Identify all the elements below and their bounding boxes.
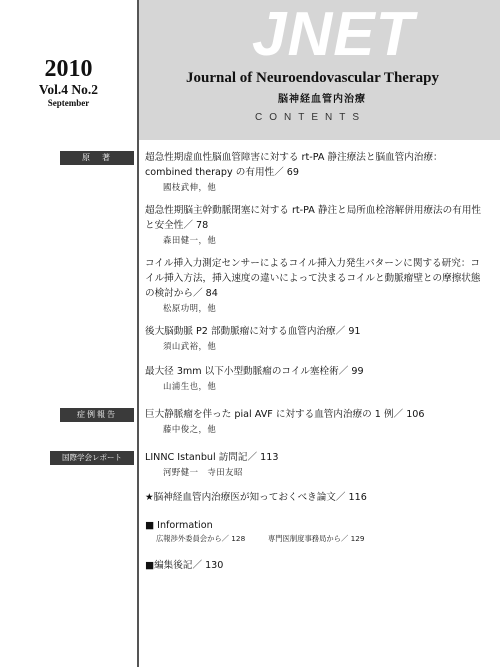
entry-author: 河野健一 寺田友昭 xyxy=(163,467,243,477)
toc-entry[interactable] xyxy=(145,150,485,193)
entry-title: 巨大静脈瘤を伴った pial AVF に対する血管内治療の 1 例／ 106 xyxy=(145,409,425,420)
section-label-intl-report: 国際学会レポート xyxy=(50,451,134,465)
issue-year: 2010 xyxy=(44,56,93,82)
information-heading: ■ Information xyxy=(145,520,213,531)
editorial-afterword[interactable]: ■編集後記／ 130 xyxy=(145,560,224,571)
issue-month: September xyxy=(47,98,90,108)
toc-entry[interactable] xyxy=(145,203,485,246)
toc-entry[interactable] xyxy=(145,364,485,392)
volume-number: Vol.4 No.2 xyxy=(38,82,99,97)
journal-title-jp: 脳神経血管内治療 xyxy=(278,94,366,105)
entry-title: LINNC Istanbul 訪問記／ 113 xyxy=(145,452,279,463)
information-item[interactable]: 広報渉外委員会から／ 128 xyxy=(156,534,246,543)
entry-title: コイル挿入力測定センサーによるコイル挿入力発生パターンに関する研究：コイル挿入方法，挿入速度の違いによって決まるコイルと動脈瘤壁との摩擦状態の検討から／ 84 xyxy=(145,258,481,299)
entry-title: 後大脳動脈 P2 部動脈瘤に対する血管内治療／ 91 xyxy=(145,326,361,337)
toc-entry[interactable] xyxy=(145,407,485,435)
section-label-original: 原 著 xyxy=(60,151,134,165)
entry-title: ★脳神経血管内治療医が知っておくべき論文／ 116 xyxy=(145,492,367,503)
entry-author: 松原功明，他 xyxy=(163,303,217,313)
journal-title: Journal of Neuroendovascular Therapy xyxy=(186,70,439,86)
entry-author: 須山武裕，他 xyxy=(163,341,217,351)
toc-entry[interactable] xyxy=(145,450,485,478)
vertical-divider xyxy=(137,0,139,667)
entry-author: 山浦生也，他 xyxy=(163,381,217,391)
entry-author: 國枝武伸，他 xyxy=(163,182,217,192)
entry-title: 超急性期虚血性脳血管障害に対する rt-PA 静注療法と脳血管内治療：combined therapy の有用性／ 69 xyxy=(145,152,443,178)
toc-entry[interactable] xyxy=(145,490,485,505)
information-item[interactable]: 専門医制度事務局から／ 129 xyxy=(268,534,365,543)
section-label-case-report: 症例報告 xyxy=(60,408,134,422)
jnet-logo: JNET xyxy=(252,0,415,69)
toc-entry[interactable] xyxy=(145,256,485,314)
contents-heading: CONTENTS xyxy=(255,112,366,123)
toc-entry[interactable] xyxy=(145,324,485,352)
entry-title: 最大径 3mm 以下小型動脈瘤のコイル塞栓術／ 99 xyxy=(145,366,364,377)
entry-author: 森田健一，他 xyxy=(163,235,217,245)
entry-author: 藤中俊之，他 xyxy=(163,424,217,434)
entry-title: 超急性期脳主幹動脈閉塞に対する rt-PA 静注と局所血栓溶解併用療法の有用性と安全性／ 78 xyxy=(145,205,482,231)
